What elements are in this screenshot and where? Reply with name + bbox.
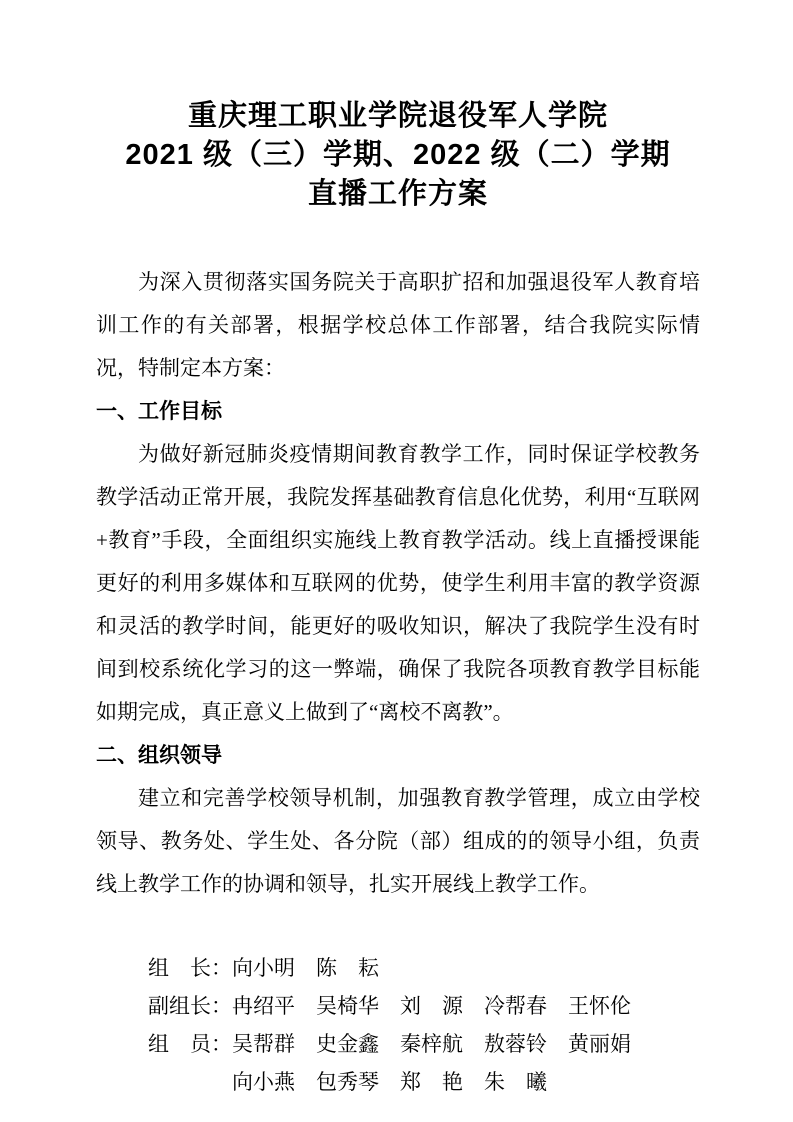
roster-names: 向小燕 包秀琴 郑 艳 朱 曦 [232, 1070, 547, 1094]
title-line-3: 直播工作方案 [307, 178, 488, 210]
leadership-roster [148, 949, 700, 1101]
section-body-2: 建立和完善学校领导机制，加强教育教学管理，成立由学校领导、教务处、学生处、各分院（部）组成的的领导小组，负责线上教学工作的协调和领导，扎实开展线上教学工作。 [96, 786, 700, 896]
title-line-2: 2021 级（三）学期、2022 级（二）学期 [125, 139, 671, 171]
roster-names: 向小明 陈 耘 [232, 956, 379, 980]
roster-names: 冉绍平 吴椅华 刘 源 冷帮春 王怀伦 [232, 994, 631, 1018]
roster-row-leader [148, 949, 700, 987]
section-body-1: 为做好新冠肺炎疫情期间教育教学工作，同时保证学校教务教学活动正常开展，我院发挥基础教育信息化优势，利用“互联网+教育”手段，全面组织实施线上教育教学活动。线上直播授课能更好的利用多媒体和互联网的优势，使学生利用丰富的教学资源和灵活的教学时间，能更好的吸收知识，解决了我院学生没有时间到校系统化学习的这一弊端，确保了我院各项教育教学目标能如期完成，真正意义上做到了“离校不离教”。 [96, 442, 700, 724]
roster-row-deputy-leaders [148, 987, 700, 1025]
section-heading-2: 二、组织领导 [96, 744, 222, 767]
roster-row-members [148, 1025, 700, 1063]
document-title [96, 97, 700, 214]
intro-paragraph: 为深入贯彻落实国务院关于高职扩招和加强退役军人教育培训工作的有关部署，根据学校总体工作部署，结合我院实际情况，特制定本方案： [96, 270, 700, 380]
roster-names: 吴帮群 史金鑫 秦梓航 敖蓉铃 黄丽娟 [232, 1032, 631, 1056]
title-line-1: 重庆理工职业学院退役军人学院 [187, 100, 608, 132]
roster-label: 组 员： [148, 1032, 232, 1056]
roster-row-members-continued [148, 1063, 700, 1101]
roster-label: 副组长： [148, 994, 232, 1018]
section-heading-1: 一、工作目标 [96, 400, 222, 423]
roster-label: 组 长： [148, 956, 232, 980]
